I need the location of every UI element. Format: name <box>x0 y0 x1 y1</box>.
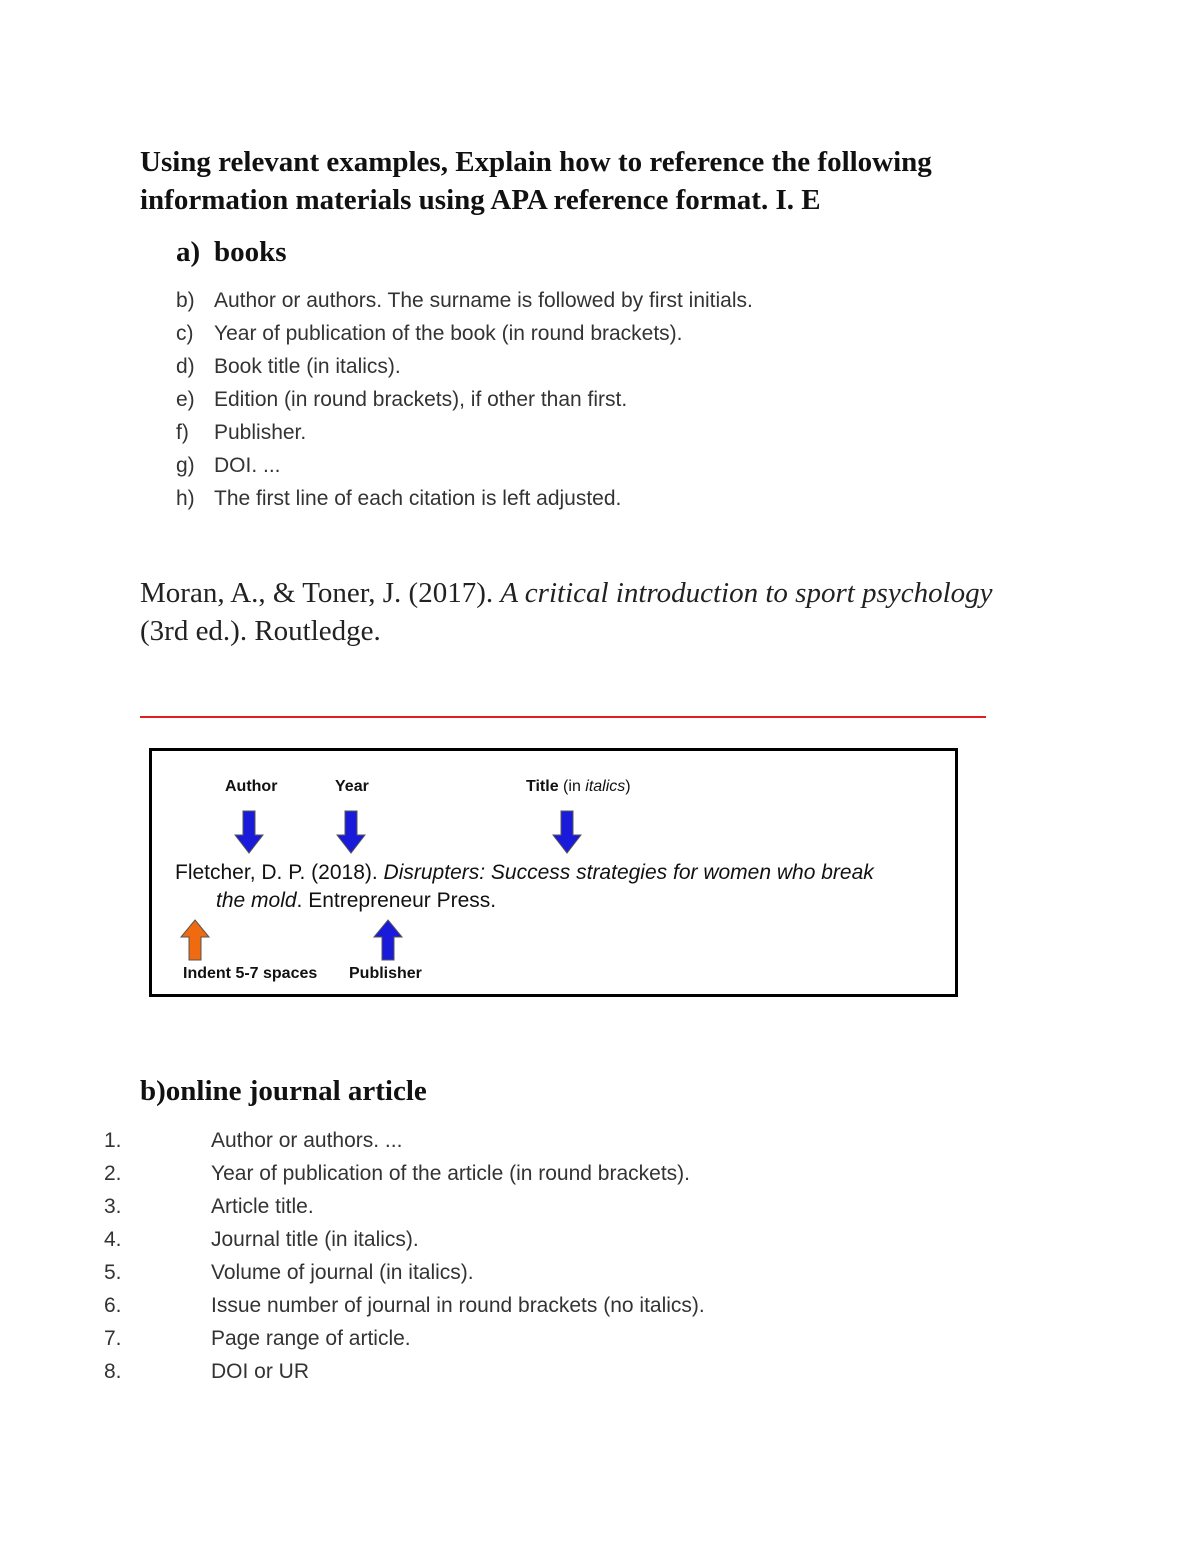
list-marker: 4. <box>104 1228 122 1251</box>
up-arrow-icon <box>179 918 211 962</box>
apa-book-figure <box>149 748 958 997</box>
list-marker: d) <box>176 355 195 378</box>
figure-cite-rest: . Entrepreneur Press. <box>296 889 497 912</box>
list-item <box>176 452 753 485</box>
list-item <box>176 485 753 518</box>
figure-label-publisher: Publisher <box>349 965 422 982</box>
list-item <box>104 1358 705 1391</box>
list-item <box>104 1292 705 1325</box>
heading-line-2: information materials using APA reference format. I. E <box>140 184 821 216</box>
heading <box>140 143 1040 219</box>
list-item-text: DOI or UR <box>211 1360 310 1383</box>
example-citation <box>140 574 1000 650</box>
citation-rest: (3rd ed.). Routledge. <box>140 615 381 647</box>
down-arrow-icon <box>336 809 366 855</box>
figure-cite-title-line-2: the mold <box>216 889 297 912</box>
figure-label-year: Year <box>335 778 369 795</box>
journal-elements-list <box>104 1127 705 1391</box>
title-label-note-open: (in <box>558 778 586 795</box>
list-item <box>176 353 753 386</box>
list-item-text: Edition (in round brackets), if other than first. <box>214 388 628 411</box>
red-divider <box>140 716 986 718</box>
list-marker: 3. <box>104 1195 122 1218</box>
list-item <box>104 1325 705 1358</box>
figure-cite-authors-year: Fletcher, D. P. (2018). <box>175 861 384 884</box>
list-marker: b) <box>176 289 195 312</box>
list-item-text: Author or authors. ... <box>211 1129 403 1152</box>
list-item <box>176 287 753 320</box>
list-item <box>104 1127 705 1160</box>
down-arrow-icon <box>552 809 582 855</box>
figure-cite-line-2 <box>175 887 874 915</box>
list-item <box>104 1226 705 1259</box>
list-item-text: Page range of article. <box>211 1327 411 1350</box>
list-marker: c) <box>176 322 194 345</box>
list-item-text: Author or authors. The surname is followed by first initials. <box>214 289 753 312</box>
list-item-text: Journal title (in italics). <box>211 1228 419 1251</box>
list-item <box>104 1160 705 1193</box>
list-marker: 6. <box>104 1294 122 1317</box>
list-marker: e) <box>176 388 195 411</box>
section-a-label: books <box>214 236 287 268</box>
citation-title: A critical introduction to sport psychology <box>500 577 993 609</box>
list-item-text: Volume of journal (in italics). <box>211 1261 474 1284</box>
citation-authors-year: Moran, A., & Toner, J. (2017). <box>140 577 501 609</box>
list-marker: 1. <box>104 1129 122 1152</box>
list-marker: h) <box>176 487 195 510</box>
title-label-text: Title <box>526 778 559 795</box>
list-marker: 5. <box>104 1261 122 1284</box>
figure-label-title <box>526 778 631 796</box>
list-item <box>104 1193 705 1226</box>
down-arrow-icon <box>234 809 264 855</box>
figure-label-author: Author <box>225 778 278 795</box>
list-item <box>176 419 753 452</box>
figure-label-indent: Indent 5-7 spaces <box>183 965 318 982</box>
figure-citation <box>175 859 874 915</box>
list-item <box>104 1259 705 1292</box>
list-marker: 8. <box>104 1360 122 1383</box>
figure-cite-title-line-1: Disrupters: Success strategies for women who break <box>383 861 874 884</box>
list-item-text: The first line of each citation is left adjusted. <box>214 487 622 510</box>
section-a-marker: a) <box>176 236 201 268</box>
list-item-text: DOI. ... <box>214 454 281 477</box>
list-item-text: Year of publication of the article (in round brackets). <box>211 1162 690 1185</box>
list-item-text: Year of publication of the book (in round brackets). <box>214 322 683 345</box>
title-label-note-close: ) <box>625 778 631 795</box>
list-item-text: Publisher. <box>214 421 307 444</box>
title-label-note-italic: italics <box>585 778 626 795</box>
up-arrow-icon <box>372 918 404 962</box>
list-item <box>176 386 753 419</box>
section-b-title: b)online journal article <box>140 1075 427 1107</box>
list-item <box>176 320 753 353</box>
book-elements-list <box>176 287 753 518</box>
list-item-text: Issue number of journal in round brackets (no italics). <box>211 1294 705 1317</box>
list-marker: 2. <box>104 1162 122 1185</box>
list-item-text: Article title. <box>211 1195 314 1218</box>
section-a-title <box>176 236 287 269</box>
list-marker: 7. <box>104 1327 122 1350</box>
list-marker: f) <box>176 421 189 444</box>
heading-line-1: Using relevant examples, Explain how to reference the following <box>140 146 932 178</box>
list-marker: g) <box>176 454 195 477</box>
list-item-text: Book title (in italics). <box>214 355 401 378</box>
